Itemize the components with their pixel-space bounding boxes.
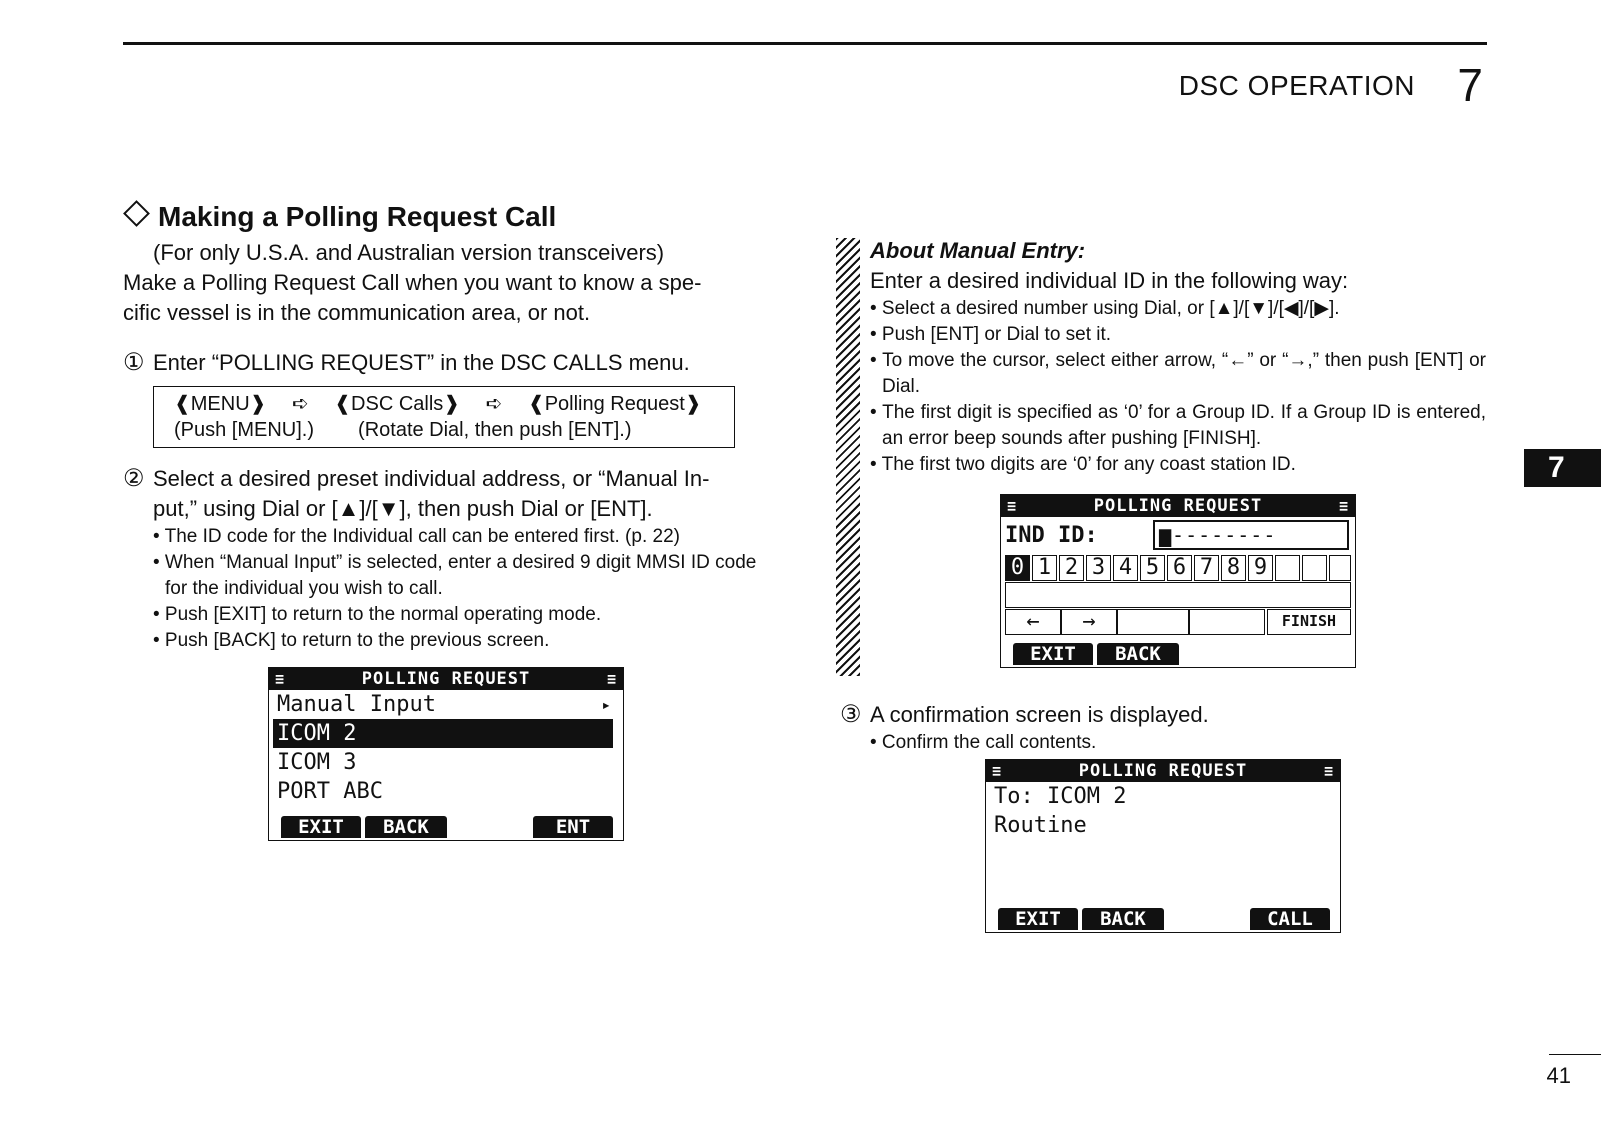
about-manual-entry	[870, 236, 1486, 478]
list-item: • Select a desired number using Dial, or [▲]/[▼]/[◀]/[▶].	[870, 298, 1340, 319]
cursor-right-key[interactable]: →	[1061, 609, 1117, 635]
digit-key[interactable]: 3	[1086, 555, 1111, 581]
digit-key[interactable]: 5	[1140, 555, 1165, 581]
list-item: • Confirm the call contents.	[870, 732, 1097, 753]
menu-icon: ≡	[275, 670, 286, 688]
chapter-side-tab: 7	[1524, 449, 1601, 487]
empty-key	[1329, 555, 1351, 581]
section-note: (For only U.S.A. and Australian version transceivers)	[153, 240, 665, 265]
cursor-left-key[interactable]: ←	[1005, 609, 1061, 635]
menu-icon: ≡	[992, 762, 1003, 780]
lcd-title: POLLING REQUEST	[1078, 761, 1248, 781]
menu-icon: ≡	[1323, 762, 1334, 780]
digit-key[interactable]: 9	[1248, 555, 1273, 581]
id-label: IND ID:	[1005, 523, 1098, 548]
menu-rotate-note: (Rotate Dial, then push [ENT].)	[358, 419, 632, 441]
exit-softkey[interactable]: EXIT	[998, 908, 1078, 930]
step-3	[840, 700, 1480, 756]
step-number: ①	[123, 349, 145, 376]
menu-path-box	[153, 386, 735, 448]
section-heading	[123, 200, 773, 234]
hollow-arrow-icon: ➪	[485, 393, 503, 415]
menu-icon: ≡	[606, 670, 617, 688]
empty-key-row	[1005, 582, 1351, 608]
lcd-screen-confirm	[985, 759, 1341, 933]
note-hatch-bar	[836, 238, 860, 676]
list-item: • Push [BACK] to return to the previous screen.	[153, 630, 550, 651]
digit-key[interactable]: 1	[1032, 555, 1057, 581]
section-header-title: DSC OPERATION	[1178, 70, 1415, 101]
step-text: Select a desired preset individual address, or “Manual In- put,” using Dial or [▲]/[▼], then push Dial or [ENT].	[153, 466, 710, 521]
digit-key[interactable]: 6	[1167, 555, 1192, 581]
submenu-arrow-icon: ▸	[601, 695, 611, 714]
list-item: • When “Manual Input” is selected, enter a desired 9 digit MMSI ID code for the individual you wish to call.	[153, 552, 757, 599]
about-intro: Enter a desired individual ID in the following way:	[870, 268, 1349, 293]
softkey-bar	[986, 908, 1340, 932]
softkey-bar	[1001, 643, 1355, 667]
list-item: • The first two digits are ‘0’ for any coast station ID.	[870, 454, 1296, 475]
id-input[interactable]: ▆--------	[1153, 520, 1349, 550]
lcd-screen-manual-entry	[1000, 494, 1356, 668]
step-number: ③	[840, 701, 862, 728]
left-column	[123, 200, 773, 654]
chapter-number: 7	[1457, 59, 1483, 111]
call-softkey[interactable]: CALL	[1250, 908, 1330, 930]
digit-key[interactable]: 8	[1221, 555, 1246, 581]
list-item: • Push [EXIT] to return to the normal operating mode.	[153, 604, 602, 625]
hollow-arrow-icon: ➪	[291, 393, 309, 415]
diamond-icon	[123, 200, 150, 227]
lcd-title: POLLING REQUEST	[1093, 496, 1263, 516]
softkey-bar	[269, 816, 623, 840]
digit-key[interactable]: 2	[1059, 555, 1084, 581]
exit-softkey[interactable]: EXIT	[281, 816, 361, 838]
lcd-title-bar	[269, 668, 623, 690]
list-item: • Push [ENT] or Dial to set it.	[870, 324, 1112, 345]
intro-line-2: cific vessel is in the communication area, or not.	[123, 300, 591, 325]
empty-key	[1275, 555, 1300, 581]
digit-key[interactable]: 0	[1005, 555, 1030, 581]
list-item[interactable]: ICOM 3	[277, 750, 357, 775]
lcd-title: POLLING REQUEST	[361, 669, 531, 689]
lcd-title-bar	[1001, 495, 1355, 517]
section-title: Making a Polling Request Call	[158, 201, 557, 232]
back-softkey[interactable]: BACK	[1097, 643, 1179, 665]
list-item-selected[interactable]: ICOM 2	[273, 719, 613, 748]
menu-icon: ≡	[1007, 497, 1018, 515]
step-1	[123, 348, 773, 378]
menu-path-item: ❰MENU❱	[174, 393, 267, 415]
ent-softkey[interactable]: ENT	[533, 816, 613, 838]
step-2	[123, 464, 773, 524]
menu-path-item: ❰DSC Calls❱	[334, 393, 461, 415]
back-softkey[interactable]: BACK	[1082, 908, 1164, 930]
call-category: Routine	[994, 813, 1087, 838]
digit-key[interactable]: 7	[1194, 555, 1219, 581]
menu-icon: ≡	[1338, 497, 1349, 515]
page-number: 41	[1546, 1063, 1571, 1088]
empty-key	[1302, 555, 1327, 581]
menu-path-item: ❰Polling Request❱	[527, 393, 702, 415]
header-rule	[123, 42, 1487, 45]
empty-key	[1117, 609, 1189, 635]
step-number: ②	[123, 465, 145, 492]
page-number-rule	[1549, 1054, 1601, 1055]
step-text: A confirmation screen is displayed.	[870, 702, 1209, 727]
list-item: • To move the cursor, select either arrow, “←” or “→,” then push [ENT] or Dial.	[870, 350, 1486, 397]
lcd-title-bar	[986, 760, 1340, 782]
list-item: • The ID code for the Individual call can be entered first. (p. 22)	[153, 526, 680, 547]
step-text: Enter “POLLING REQUEST” in the DSC CALLS menu.	[153, 350, 690, 375]
lcd-screen-select	[268, 667, 624, 841]
id-entry-row	[1001, 517, 1355, 555]
menu-push-note: (Push [MENU].)	[174, 419, 315, 441]
digit-key[interactable]: 4	[1113, 555, 1138, 581]
call-destination: To: ICOM 2	[994, 784, 1127, 809]
empty-key	[1189, 609, 1265, 635]
intro-line-1: Make a Polling Request Call when you want to know a spe-	[123, 270, 702, 295]
about-title: About Manual Entry:	[870, 238, 1086, 263]
finish-key[interactable]: FINISH	[1267, 609, 1351, 635]
list-item[interactable]: PORT ABC	[277, 779, 383, 804]
back-softkey[interactable]: BACK	[365, 816, 447, 838]
list-item: • The first digit is specified as ‘0’ for a Group ID. If a Group ID is entered, an error beep sounds after pushing [FINISH].	[870, 402, 1486, 449]
exit-softkey[interactable]: EXIT	[1013, 643, 1093, 665]
list-item[interactable]: Manual Input ▸	[277, 692, 611, 717]
